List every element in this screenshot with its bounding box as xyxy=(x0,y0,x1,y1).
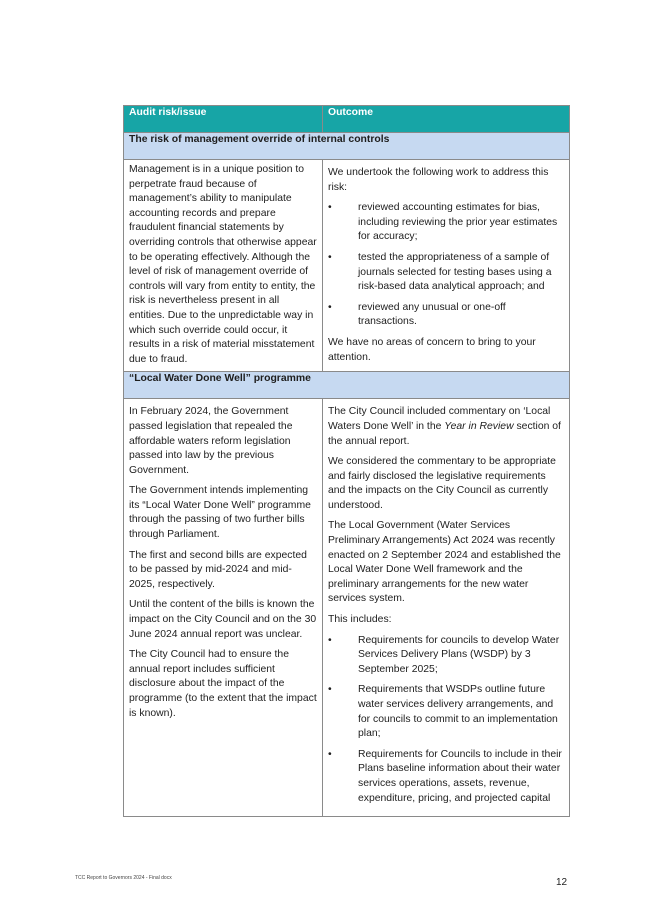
list-item xyxy=(328,748,564,806)
risk-paragraph: Until the content of the bills is known the impact on the City Council and on the 30 June 2024 annual report was unclear. xyxy=(129,599,317,640)
bullet-icon: • xyxy=(328,301,332,313)
outcome-paragraph: The Local Government (Water Services Preliminary Arrangements) Act 2024 was recently enacted on 2 September 2024 and established the Local Water Done Well framework and the preliminary arrangements for the new water services system. xyxy=(328,520,561,605)
bullet-text: Requirements that WSDPs outline future water services delivery arrangements, and for councils to commit to an implementation plan; xyxy=(358,684,558,740)
list-item xyxy=(328,251,564,295)
outcome-text: The City Council included commentary on ‘Local Waters Done Well’ in the xyxy=(328,406,551,432)
table-header-row xyxy=(124,106,570,133)
section-row-local-water-done-well xyxy=(124,372,570,399)
outcome-bullet-list xyxy=(328,201,564,330)
list-item xyxy=(328,301,564,330)
bullet-text: tested the appropriateness of a sample of journals selected for testing bases using a risk-based data analytical approach; and xyxy=(358,251,552,293)
bullet-icon: • xyxy=(328,202,332,214)
risk-paragraph: The first and second bills are expected to be passed by mid-2024 and mid-2025, respectively. xyxy=(129,549,307,590)
outcome-bullet-list xyxy=(328,634,564,807)
risk-description-cell xyxy=(124,160,323,372)
section-title: “Local Water Done Well” programme xyxy=(124,372,570,399)
risk-paragraph: The City Council had to ensure the annual report includes sufficient disclosure about the impact of the programme (to the extent that the impact is known). xyxy=(129,649,317,719)
bullet-text: reviewed accounting estimates for bias, including reviewing the prior year estimates for accuracy; xyxy=(358,202,558,243)
section-title: The risk of management override of internal controls xyxy=(124,133,570,160)
bullet-icon: • xyxy=(328,634,332,646)
outcome-cell xyxy=(323,160,570,372)
table-row xyxy=(124,160,570,372)
outcome-italic-text: Year in Review xyxy=(444,420,514,432)
bullet-icon: • xyxy=(328,684,332,696)
section-row-management-override xyxy=(124,133,570,160)
outcome-cell xyxy=(323,399,570,817)
list-item xyxy=(328,201,564,245)
footer-document-name: TCC Report to Governors 2024 - Final docx xyxy=(75,875,172,881)
outcome-conclusion: We have no areas of concern to bring to your attention. xyxy=(328,336,536,363)
risk-paragraph: In February 2024, the Government passed legislation that repealed the affordable waters reform legislation passed into law by the previous Government. xyxy=(129,406,293,476)
risk-paragraph: Management is in a unique position to perpetrate fraud because of management’s ability to manipulate accounting records and prepare fraudulent financial statements by overriding controls that otherwise appear to be operating effectively. Although the level of risk of management override of controls will vary from entity to entity, the risk is nevertheless present in all entities. Due to the unpredictable way in which such override could occur, it results in a risk of material misstatement due to fraud. xyxy=(129,164,317,365)
audit-risk-table xyxy=(123,105,570,817)
risk-paragraph: The Government intends implementing its “Local Water Done Well” programme through the passing of two further bills through Parliament. xyxy=(129,485,311,541)
bullet-text: reviewed any unusual or one-off transactions. xyxy=(358,301,506,328)
bullet-text: Requirements for councils to develop Water Services Delivery Plans (WSDP) by 3 September 2025; xyxy=(358,634,560,675)
outcome-intro: We undertook the following work to address this risk: xyxy=(328,167,549,193)
page-number: 12 xyxy=(556,877,568,888)
outcome-text: section of the annual report. xyxy=(328,420,561,447)
risk-description-cell xyxy=(124,399,323,817)
outcome-paragraph xyxy=(328,405,564,449)
column-header-outcome: Outcome xyxy=(323,106,570,133)
column-header-audit-risk: Audit risk/issue xyxy=(124,106,323,133)
list-item xyxy=(328,683,564,741)
table-row xyxy=(124,399,570,817)
outcome-paragraph: We considered the commentary to be appropriate and fairly disclosed the legislative requirements and the impacts on the City Council as currently understood. xyxy=(328,456,556,511)
bullet-icon: • xyxy=(328,748,332,760)
outcome-paragraph: This includes: xyxy=(328,614,392,626)
bullet-text: Requirements for Councils to include in their Plans baseline information about their water services operations, assets, revenue, expenditure, pricing, and projected capital xyxy=(358,748,562,804)
list-item xyxy=(328,634,564,678)
bullet-icon: • xyxy=(328,251,332,263)
